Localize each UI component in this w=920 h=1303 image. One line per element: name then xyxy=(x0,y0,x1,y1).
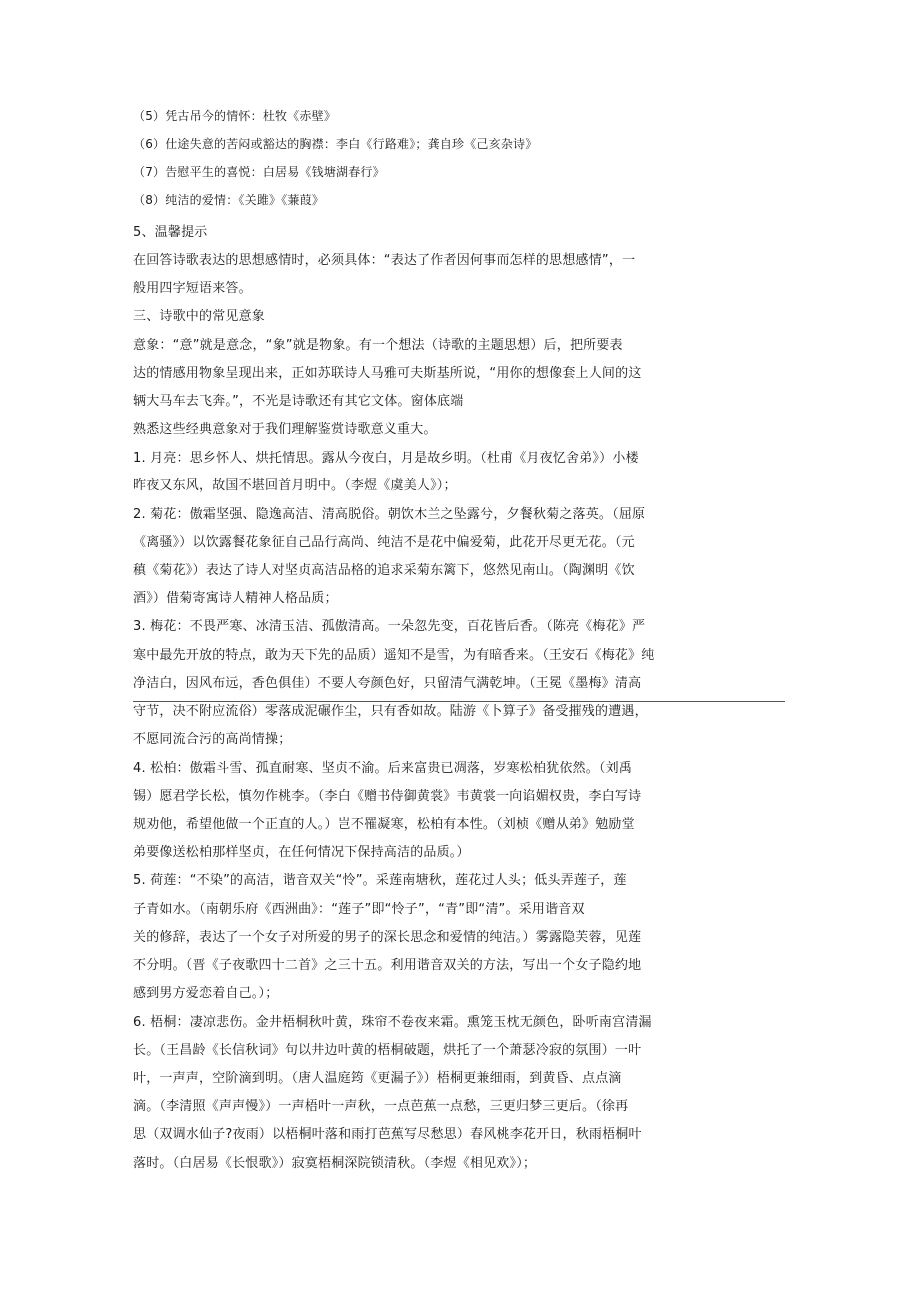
text-line: 3. 梅花：不畏严寒、冰清玉洁、孤傲清高。一朵忽先变，百花皆后香。（陈亮《梅花》严 xyxy=(133,619,646,634)
text-line: 在回答诗歌表达的思想感情时，必须具体：“表达了作者因何事而怎样的思想感情”，一 xyxy=(133,253,636,268)
text-line: 辆大马车去飞奔。”，不光是诗歌还有其它文体。窗体底端 xyxy=(133,394,464,409)
text-line: 子青如水。（南朝乐府《西洲曲》：“莲子”即“怜子”，“青”即“清”。采用谐音双 xyxy=(133,902,585,917)
text-line: 落时。（白居易《长恨歌》）寂寞梧桐深院锁清秋。（李煜《相见欢》）； xyxy=(133,1156,537,1171)
text-line: 酒》）借菊寄寓诗人精神人格品质； xyxy=(133,591,338,606)
text-line: 4. 松柏：傲霜斗雪、孤直耐寒、坚贞不渝。后来富贵已凋落，岁寒松柏犹依然。（刘禹 xyxy=(133,761,633,776)
text-line: 净洁白，因风布远，香色俱佳）不要人夸颜色好，只留清气满乾坤。（王冕《墨梅》清高 xyxy=(133,676,642,691)
text-line: 昨夜又东风，故国不堪回首月明中。（李煜《虞美人》）； xyxy=(133,478,457,493)
text-line: （6）仕途失意的苦闷或豁达的胸襟：李白《行路难》；龚自珍《己亥杂诗》 xyxy=(133,137,538,151)
text-line: 长。（王昌龄《长信秋词》句以井边叶黄的梧桐破题，烘托了一个萧瑟冷寂的氛围）一叶 xyxy=(133,1043,642,1058)
text-line: 6. 梧桐：凄凉悲伤。金井梧桐秋叶黄，珠帘不卷夜来霜。熏笼玉枕无颜色，卧听南宫清漏 xyxy=(133,1015,652,1030)
text-line: 守节，决不附应流俗）零落成泥碾作尘，只有香如故。陆游《卜算子》备受摧残的遭遇， xyxy=(133,704,648,719)
text-line: 不愿同流合污的高尚情操； xyxy=(133,732,292,747)
text-line: 思（双调水仙子?夜雨）以梧桐叶落和雨打芭蕉写尽愁思）春风桃李花开日，秋雨梧桐叶 xyxy=(133,1127,642,1142)
text-line: 5. 荷莲：“不染”的高洁，谐音双关“怜”。采莲南塘秋，莲花过人头；低头弄莲子，莲 xyxy=(133,873,627,888)
text-line: （8）纯洁的爱情：《关雎》《蒹葭》 xyxy=(133,193,325,207)
text-line: 《离骚》）以饮露餐花象征自己品行高尚、纯洁不是花中偏爱菊，此花开尽更无花。（元 xyxy=(133,535,635,550)
text-line: 达的情感用物象呈现出来，正如苏联诗人马雅可夫斯基所说，“用你的想像套上人间的这 xyxy=(133,366,642,381)
text-line: （5）凭古吊今的情怀：杜牧《赤壁》 xyxy=(133,109,337,123)
text-line: 不分明。（晋《子夜歌四十二首》之三十五。利用谐音双关的方法，写出一个女子隐约地 xyxy=(133,958,642,973)
text-line: 滴。（李清照《声声慢》）一声梧叶一声秋，一点芭蕉一点愁，三更归梦三更后。（徐再 xyxy=(133,1099,629,1114)
text-line: 规劝他，希望他做一个正直的人。）岂不罹凝寒，松柏有本性。（刘桢《赠从弟》勉励堂 xyxy=(133,817,635,832)
text-line: 弟要像送松柏那样坚贞，在任何情况下保持高洁的品质。） xyxy=(133,845,470,860)
text-line: （7）告慰平生的喜悦：白居易《钱塘湖春行》 xyxy=(133,165,385,179)
horizontal-rule xyxy=(133,701,785,702)
text-line: 熟悉这些经典意象对于我们理解鉴赏诗歌意义重大。 xyxy=(133,422,437,437)
text-line: 关的修辞，表达了一个女子对所爱的男子的深长思念和爱情的纯洁。）雾露隐芙蓉，见莲 xyxy=(133,930,642,945)
text-line: 寒中最先开放的特点，敢为天下先的品质）遥知不是雪，为有暗香来。（王安石《梅花》纯 xyxy=(133,648,655,663)
text-line: 2. 菊花：傲霜坚强、隐逸高洁、清高脱俗。朝饮木兰之坠露兮，夕餐秋菊之落英。（屈原 xyxy=(133,507,646,522)
text-line: 稹《菊花》）表达了诗人对坚贞高洁品格的追求采菊东篱下，悠然见南山。（陶渊明《饮 xyxy=(133,563,635,578)
section-heading: 三、诗歌中的常见意象 xyxy=(133,309,266,324)
text-line: 意象：“意”就是意念，“象”就是物象。有一个想法（诗歌的主题思想）后，把所要表 xyxy=(133,338,623,353)
text-line: 般用四字短语来答。 xyxy=(133,281,252,296)
text-line: 1. 月亮：思乡怀人、烘托情思。露从今夜白，月是故乡明。（杜甫《月夜忆舍弟》）小楼 xyxy=(133,451,639,466)
text-line: 感到男方爱恋着自己。）； xyxy=(133,986,279,1001)
text-line: 锡）愿君学长松，慎勿作桃李。（李白《赠书侍御黄裳》韦黄裳一向谄媚权贵，李白写诗 xyxy=(133,789,642,804)
text-line: 叶，一声声，空阶滴到明。（唐人温庭筠《更漏子》）梧桐更兼细雨，到黄昏、点点滴 xyxy=(133,1071,622,1086)
section-heading: 5、温馨提示 xyxy=(133,225,208,240)
